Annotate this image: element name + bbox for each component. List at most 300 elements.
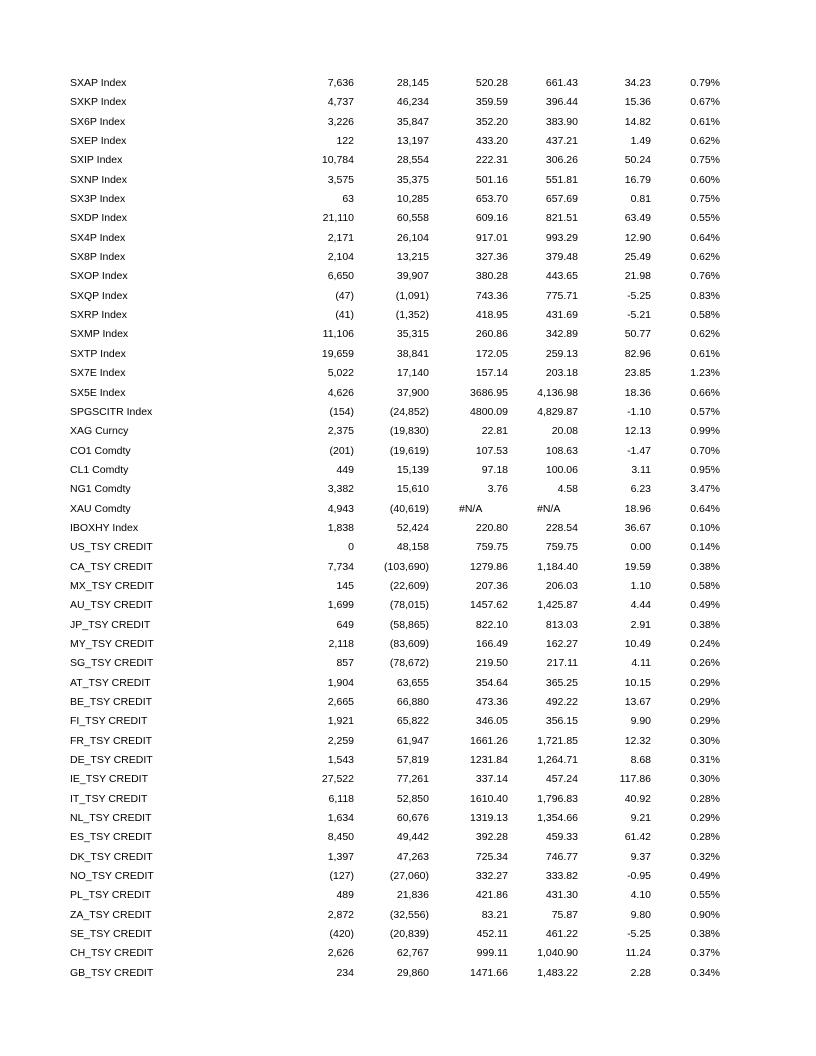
- table-row: [0, 519, 816, 538]
- value-a-cell: 19,659: [321, 347, 354, 360]
- table-row: [0, 770, 816, 789]
- percent-cell: 0.28%: [690, 831, 720, 844]
- value-a-cell: 449: [336, 463, 354, 476]
- table-row: [0, 616, 816, 635]
- value-c-cell: 452.11: [476, 928, 508, 941]
- value-a-cell: 234: [336, 966, 354, 979]
- value-b-cell: 10,285: [396, 193, 429, 206]
- value-a-cell: 145: [336, 579, 354, 592]
- value-e-cell: -1.47: [627, 444, 651, 457]
- value-c-cell: 207.36: [475, 579, 508, 592]
- instrument-name-cell: NL_TSY CREDIT: [70, 812, 152, 825]
- table-row: [0, 635, 816, 654]
- table-row: [0, 248, 816, 267]
- value-b-cell: (58,865): [389, 618, 429, 631]
- value-b-cell: 29,860: [396, 966, 429, 979]
- value-a-cell: 3,226: [327, 115, 354, 128]
- value-a-cell: 649: [336, 618, 354, 631]
- percent-cell: 0.38%: [690, 928, 720, 941]
- value-e-cell: 4.10: [630, 889, 651, 902]
- value-c-cell: 354.64: [475, 676, 508, 689]
- value-a-cell: 1,397: [327, 850, 354, 863]
- value-e-cell: 4.44: [630, 599, 651, 612]
- value-b-cell: 61,947: [396, 734, 429, 747]
- instrument-name-cell: GB_TSY CREDIT: [70, 966, 154, 979]
- value-a-cell: 1,921: [327, 715, 354, 728]
- value-b-cell: (32,556): [389, 908, 429, 921]
- percent-cell: 0.29%: [690, 696, 720, 708]
- value-c-cell: 418.95: [475, 309, 508, 322]
- value-c-cell: 725.34: [475, 850, 508, 863]
- value-d-cell: 20.08: [551, 425, 578, 438]
- value-e-cell: 25.49: [624, 251, 651, 264]
- table-row: [0, 693, 816, 712]
- value-e-cell: 14.82: [624, 115, 651, 128]
- value-a-cell: 122: [336, 135, 354, 148]
- percent-cell: 0.60%: [690, 173, 720, 186]
- value-a-cell: 7,734: [327, 560, 354, 573]
- value-d-cell: 1,425.87: [537, 599, 578, 612]
- value-e-cell: 2.28: [630, 966, 651, 979]
- value-c-cell: 4800.09: [470, 405, 508, 418]
- instrument-name-cell: MY_TSY CREDIT: [70, 637, 154, 650]
- value-e-cell: 18.36: [624, 386, 651, 399]
- value-d-cell: 383.90: [545, 115, 578, 128]
- value-e-cell: 1.49: [630, 135, 651, 148]
- instrument-name-cell: AT_TSY CREDIT: [70, 676, 151, 689]
- percent-cell: 0.30%: [690, 773, 720, 786]
- value-c-cell: 332.27: [475, 870, 508, 883]
- value-a-cell: 2,171: [327, 231, 354, 244]
- value-c-cell: 157.14: [475, 367, 508, 380]
- table-row: [0, 712, 816, 731]
- value-a-cell: (420): [329, 928, 354, 941]
- value-b-cell: 47,263: [396, 850, 429, 863]
- value-e-cell: 6.23: [630, 483, 651, 496]
- value-c-cell: 1279.86: [470, 560, 508, 573]
- table-row: [0, 558, 816, 577]
- value-b-cell: (1,091): [395, 289, 429, 302]
- instrument-name-cell: SG_TSY CREDIT: [70, 657, 154, 670]
- table-row: [0, 925, 816, 944]
- table-row: [0, 596, 816, 615]
- value-c-cell: 22.81: [481, 425, 508, 438]
- value-e-cell: 21.98: [624, 270, 651, 283]
- value-d-cell: 551.81: [545, 173, 578, 186]
- instrument-name-cell: SXMP Index: [70, 328, 129, 341]
- percent-cell: 0.31%: [690, 754, 720, 767]
- instrument-name-cell: ES_TSY CREDIT: [70, 831, 153, 844]
- instrument-name-cell: AU_TSY CREDIT: [70, 599, 153, 612]
- table-row: [0, 93, 816, 112]
- table-row: [0, 964, 816, 983]
- value-d-cell: 661.43: [545, 77, 578, 89]
- value-a-cell: 489: [336, 889, 354, 902]
- value-c-cell: 327.36: [475, 251, 508, 264]
- value-c-cell: 219.50: [475, 657, 508, 670]
- value-a-cell: 1,838: [327, 521, 354, 534]
- value-a-cell: 27,522: [321, 773, 354, 786]
- value-c-cell: 1471.66: [470, 966, 508, 979]
- value-d-cell: 457.24: [545, 773, 578, 786]
- value-e-cell: 0.00: [630, 541, 651, 554]
- value-a-cell: 1,543: [327, 754, 354, 767]
- table-row: [0, 906, 816, 925]
- value-b-cell: 21,836: [396, 889, 429, 902]
- value-e-cell: 10.15: [624, 676, 651, 689]
- table-row: [0, 190, 816, 209]
- value-d-cell: 379.48: [545, 251, 578, 264]
- instrument-name-cell: SXOP Index: [70, 270, 128, 283]
- value-c-cell: 352.20: [475, 115, 508, 128]
- percent-cell: 0.62%: [690, 135, 720, 148]
- data-table: [0, 74, 816, 983]
- value-e-cell: 0.81: [630, 193, 651, 206]
- value-a-cell: (127): [329, 870, 354, 883]
- value-b-cell: (1,352): [395, 309, 429, 322]
- instrument-name-cell: NG1 Comdty: [70, 483, 131, 496]
- percent-cell: 0.61%: [690, 115, 720, 128]
- instrument-name-cell: JP_TSY CREDIT: [70, 618, 151, 631]
- value-c-cell: 653.70: [475, 193, 508, 206]
- value-a-cell: 2,104: [327, 251, 354, 264]
- percent-cell: 0.29%: [690, 715, 720, 728]
- instrument-name-cell: SX5E Index: [70, 386, 126, 399]
- table-row: [0, 287, 816, 306]
- instrument-name-cell: SXQP Index: [70, 289, 128, 302]
- value-c-cell: 999.11: [476, 947, 508, 960]
- value-e-cell: 9.90: [630, 715, 651, 728]
- table-row: [0, 345, 816, 364]
- value-d-cell: 431.30: [545, 889, 578, 902]
- value-c-cell: 822.10: [475, 618, 508, 631]
- value-b-cell: (78,672): [389, 657, 429, 670]
- value-e-cell: 9.37: [630, 850, 651, 863]
- value-a-cell: 2,259: [327, 734, 354, 747]
- value-e-cell: 12.90: [624, 231, 651, 244]
- value-a-cell: 2,872: [327, 908, 354, 921]
- table-row: [0, 732, 816, 751]
- value-e-cell: 13.67: [624, 696, 651, 708]
- percent-cell: 0.24%: [690, 637, 720, 650]
- value-d-cell: 461.22: [545, 928, 578, 941]
- value-e-cell: -1.10: [627, 405, 651, 418]
- value-b-cell: 77,261: [396, 773, 429, 786]
- value-b-cell: (40,619): [389, 502, 429, 515]
- percent-cell: 0.75%: [690, 154, 720, 167]
- value-e-cell: 3.11: [631, 463, 651, 476]
- value-d-cell: 333.82: [545, 870, 578, 883]
- value-c-cell: 917.01: [475, 231, 508, 244]
- value-e-cell: 34.23: [624, 77, 651, 89]
- value-c-cell: 433.20: [475, 135, 508, 148]
- percent-cell: 0.66%: [690, 386, 720, 399]
- value-b-cell: 13,197: [396, 135, 429, 148]
- value-b-cell: 62,767: [396, 947, 429, 960]
- instrument-name-cell: NO_TSY CREDIT: [70, 870, 154, 883]
- value-d-cell: 1,264.71: [537, 754, 578, 767]
- table-row: [0, 403, 816, 422]
- percent-cell: 0.37%: [690, 947, 720, 960]
- value-d-cell: 4.58: [557, 483, 578, 496]
- value-a-cell: 63: [342, 193, 354, 206]
- table-row: [0, 209, 816, 228]
- table-row: [0, 944, 816, 963]
- value-c-cell: 392.28: [475, 831, 508, 844]
- instrument-name-cell: XAU Comdty: [70, 502, 131, 515]
- value-e-cell: 82.96: [624, 347, 651, 360]
- value-e-cell: 117.86: [619, 773, 651, 786]
- percent-cell: 0.64%: [690, 502, 720, 515]
- value-b-cell: 52,424: [396, 521, 429, 534]
- percent-cell: 0.70%: [690, 444, 720, 457]
- value-a-cell: 10,784: [321, 154, 354, 167]
- value-e-cell: 12.32: [624, 734, 651, 747]
- value-e-cell: 10.49: [624, 637, 651, 650]
- value-a-cell: 1,699: [327, 599, 354, 612]
- table-row: [0, 867, 816, 886]
- value-b-cell: 46,234: [396, 96, 429, 109]
- value-d-cell: 306.26: [545, 154, 578, 167]
- value-c-cell: 220.80: [475, 521, 508, 534]
- percent-cell: 0.62%: [690, 328, 720, 341]
- value-a-cell: 6,118: [328, 792, 354, 805]
- percent-cell: 0.49%: [690, 599, 720, 612]
- value-d-cell: 108.63: [545, 444, 578, 457]
- value-d-cell: 759.75: [545, 541, 578, 554]
- value-b-cell: (24,852): [389, 405, 429, 418]
- value-e-cell: 8.68: [630, 754, 651, 767]
- percent-cell: 0.30%: [690, 734, 720, 747]
- percent-cell: 0.79%: [690, 77, 720, 89]
- instrument-name-cell: SXKP Index: [70, 96, 127, 109]
- value-b-cell: (22,609): [389, 579, 429, 592]
- value-c-cell: 166.49: [475, 637, 508, 650]
- table-row: [0, 325, 816, 344]
- percent-cell: 0.57%: [690, 405, 720, 418]
- value-a-cell: 1,904: [327, 676, 354, 689]
- value-c-cell: 3686.95: [470, 386, 508, 399]
- instrument-name-cell: CH_TSY CREDIT: [70, 947, 154, 960]
- value-a-cell: 1,634: [327, 812, 354, 825]
- value-c-cell: 380.28: [475, 270, 508, 283]
- table-row: [0, 538, 816, 557]
- instrument-name-cell: US_TSY CREDIT: [70, 541, 153, 554]
- value-d-cell: 657.69: [545, 193, 578, 206]
- table-row: [0, 674, 816, 693]
- value-b-cell: 15,610: [396, 483, 429, 496]
- instrument-name-cell: SX8P Index: [70, 251, 126, 264]
- percent-cell: 0.95%: [690, 463, 720, 476]
- value-d-cell: 813.03: [545, 618, 578, 631]
- instrument-name-cell: SXDP Index: [70, 212, 128, 225]
- value-b-cell: (19,830): [389, 425, 429, 438]
- value-e-cell: 2.91: [630, 618, 651, 631]
- value-e-cell: -5.25: [627, 928, 651, 941]
- instrument-name-cell: PL_TSY CREDIT: [70, 889, 151, 902]
- value-a-cell: 3,575: [327, 173, 354, 186]
- instrument-name-cell: IBOXHY Index: [70, 521, 139, 534]
- value-b-cell: (83,609): [389, 637, 429, 650]
- value-c-cell: 337.14: [475, 773, 508, 786]
- value-c-cell: 1231.84: [470, 754, 508, 767]
- table-row: [0, 442, 816, 461]
- table-row: [0, 480, 816, 499]
- value-b-cell: 66,880: [396, 696, 429, 708]
- value-b-cell: 26,104: [396, 231, 429, 244]
- value-e-cell: 1.10: [630, 579, 651, 592]
- value-e-cell: -0.95: [627, 870, 651, 883]
- table-row: [0, 886, 816, 905]
- percent-cell: 0.64%: [690, 231, 720, 244]
- instrument-name-cell: BE_TSY CREDIT: [70, 696, 153, 708]
- value-d-cell: 217.11: [546, 657, 578, 670]
- percent-cell: 0.38%: [690, 560, 720, 573]
- instrument-name-cell: SX6P Index: [70, 115, 126, 128]
- table-row: [0, 809, 816, 828]
- percent-cell: 0.62%: [690, 251, 720, 264]
- value-d-cell: 203.18: [545, 367, 578, 380]
- instrument-name-cell: SXEP Index: [70, 135, 127, 148]
- instrument-name-cell: FI_TSY CREDIT: [70, 715, 148, 728]
- value-a-cell: 5,022: [327, 367, 354, 380]
- value-a-cell: 2,665: [327, 696, 354, 708]
- value-d-cell: 396.44: [545, 96, 578, 109]
- value-c-cell: 97.18: [481, 463, 508, 476]
- value-c-cell: 172.05: [475, 347, 508, 360]
- value-d-cell: 342.89: [545, 328, 578, 341]
- percent-cell: 3.47%: [690, 483, 720, 496]
- table-row: [0, 113, 816, 132]
- value-c-cell: 743.36: [475, 289, 508, 302]
- value-c-cell: 520.28: [475, 77, 508, 89]
- value-e-cell: 11.24: [625, 947, 651, 960]
- value-c-cell: 359.59: [475, 96, 508, 109]
- table-row: [0, 267, 816, 286]
- value-d-cell: 356.15: [545, 715, 578, 728]
- percent-cell: 0.83%: [690, 289, 720, 302]
- value-d-cell: 1,354.66: [537, 812, 578, 825]
- value-e-cell: -5.21: [627, 309, 651, 322]
- value-a-cell: 0: [348, 541, 354, 554]
- value-a-cell: 8,450: [327, 831, 354, 844]
- table-row: [0, 751, 816, 770]
- value-e-cell: 19.59: [624, 560, 651, 573]
- value-e-cell: 63.49: [624, 212, 651, 225]
- value-a-cell: (154): [329, 405, 354, 418]
- value-d-cell: #N/A: [537, 502, 561, 515]
- value-d-cell: 100.06: [545, 463, 578, 476]
- value-b-cell: (19,619): [389, 444, 429, 457]
- value-c-cell: 260.86: [475, 328, 508, 341]
- value-a-cell: (41): [335, 309, 354, 322]
- percent-cell: 0.10%: [690, 521, 720, 534]
- table-row: [0, 577, 816, 596]
- value-c-cell: 107.53: [475, 444, 508, 457]
- instrument-name-cell: SXIP Index: [70, 154, 123, 167]
- value-b-cell: 49,442: [396, 831, 429, 844]
- instrument-name-cell: MX_TSY CREDIT: [70, 579, 154, 592]
- percent-cell: 0.55%: [690, 212, 720, 225]
- value-d-cell: 1,796.83: [537, 792, 578, 805]
- value-b-cell: 28,554: [396, 154, 429, 167]
- value-b-cell: 60,558: [396, 212, 429, 225]
- value-d-cell: 365.25: [545, 676, 578, 689]
- percent-cell: 0.49%: [690, 870, 720, 883]
- table-row: [0, 422, 816, 441]
- value-a-cell: (201): [329, 444, 354, 457]
- table-row: [0, 384, 816, 403]
- value-d-cell: 459.33: [545, 831, 578, 844]
- instrument-name-cell: ZA_TSY CREDIT: [70, 908, 152, 921]
- value-b-cell: 63,655: [396, 676, 429, 689]
- instrument-name-cell: DE_TSY CREDIT: [70, 754, 153, 767]
- percent-cell: 0.28%: [690, 792, 720, 805]
- percent-cell: 0.14%: [690, 541, 720, 554]
- value-d-cell: 206.03: [545, 579, 578, 592]
- value-c-cell: 759.75: [475, 541, 508, 554]
- percent-cell: 0.58%: [690, 309, 720, 322]
- value-d-cell: 437.21: [545, 135, 578, 148]
- value-d-cell: 4,829.87: [537, 405, 578, 418]
- value-d-cell: 75.87: [551, 908, 578, 921]
- value-b-cell: (20,839): [389, 928, 429, 941]
- percent-cell: 0.99%: [690, 425, 720, 438]
- instrument-name-cell: IE_TSY CREDIT: [70, 773, 148, 786]
- value-b-cell: 37,900: [396, 386, 429, 399]
- value-a-cell: 4,943: [327, 502, 354, 515]
- table-row: [0, 74, 816, 93]
- value-b-cell: 57,819: [396, 754, 429, 767]
- value-e-cell: 15.36: [624, 96, 651, 109]
- value-c-cell: 1610.40: [470, 792, 508, 805]
- value-c-cell: 1661.26: [470, 734, 508, 747]
- value-c-cell: #N/A: [459, 502, 483, 515]
- table-row: [0, 364, 816, 383]
- value-b-cell: 35,847: [396, 115, 429, 128]
- value-c-cell: 1457.62: [470, 599, 508, 612]
- value-b-cell: 15,139: [396, 463, 429, 476]
- value-a-cell: 7,636: [327, 77, 354, 89]
- percent-cell: 0.76%: [690, 270, 720, 283]
- instrument-name-cell: SE_TSY CREDIT: [70, 928, 153, 941]
- table-row: [0, 151, 816, 170]
- percent-cell: 0.55%: [690, 889, 720, 902]
- value-a-cell: 21,110: [322, 212, 354, 225]
- table-row: [0, 229, 816, 248]
- instrument-name-cell: SX4P Index: [70, 231, 126, 244]
- value-c-cell: 1319.13: [470, 812, 508, 825]
- value-e-cell: 50.77: [624, 328, 651, 341]
- value-c-cell: 473.36: [475, 696, 508, 708]
- value-d-cell: 228.54: [545, 521, 578, 534]
- value-e-cell: 36.67: [624, 521, 651, 534]
- value-c-cell: 3.76: [487, 483, 508, 496]
- table-row: [0, 132, 816, 151]
- value-b-cell: 38,841: [396, 347, 429, 360]
- table-row: [0, 500, 816, 519]
- value-e-cell: 40.92: [624, 792, 651, 805]
- instrument-name-cell: XAG Curncy: [70, 425, 129, 438]
- value-d-cell: 1,483.22: [537, 966, 578, 979]
- value-b-cell: (78,015): [389, 599, 429, 612]
- value-d-cell: 492.22: [545, 696, 578, 708]
- value-a-cell: 6,650: [327, 270, 354, 283]
- value-a-cell: 3,382: [327, 483, 354, 496]
- percent-cell: 0.75%: [690, 193, 720, 206]
- percent-cell: 0.29%: [690, 676, 720, 689]
- percent-cell: 0.67%: [690, 96, 720, 109]
